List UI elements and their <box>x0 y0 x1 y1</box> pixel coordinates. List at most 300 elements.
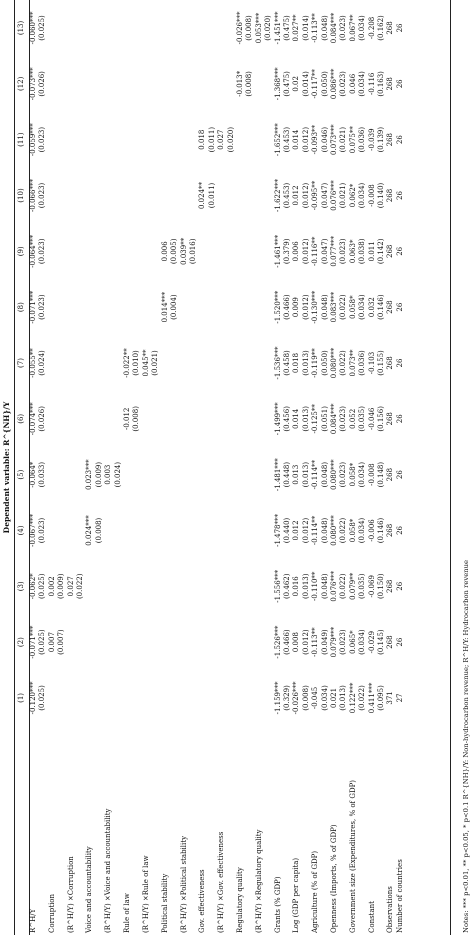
table-cell <box>95 614 104 670</box>
table-cell <box>255 279 264 335</box>
table-cell: 26 <box>395 79 404 89</box>
table-cell <box>208 56 217 112</box>
table-row <box>198 0 207 935</box>
table-cell <box>85 279 94 335</box>
table-cell: 268 <box>386 300 395 314</box>
row-label <box>151 726 160 935</box>
table-cell <box>95 558 104 614</box>
table-cell <box>95 0 104 56</box>
table-cell: 0.079** <box>348 572 357 600</box>
table-cell <box>104 168 113 224</box>
table-cell <box>161 558 170 614</box>
table-cell <box>85 335 94 391</box>
table-cell <box>132 223 141 279</box>
table-cell: (0.009) <box>57 573 66 600</box>
table-cell: 26 <box>395 302 404 312</box>
table-cell <box>255 168 264 224</box>
row-label <box>283 726 292 935</box>
table-cell <box>123 447 132 503</box>
table-cell <box>67 503 76 559</box>
table-row <box>85 0 94 935</box>
table-cell: 0.411*** <box>367 682 376 714</box>
table-cell <box>151 0 160 56</box>
table-cell <box>245 279 254 335</box>
table-cell: 0.011 <box>367 241 376 262</box>
table-cell: (0.139) <box>377 126 386 153</box>
table-cell: (0.012) <box>301 517 310 544</box>
table-cell: -0.116** <box>311 236 320 267</box>
table-cell: (0.034) <box>358 294 367 320</box>
table-row <box>302 0 311 935</box>
table-cell <box>208 0 217 56</box>
table-cell <box>67 335 76 391</box>
table-cell: -0.029 <box>367 630 376 654</box>
table-cell <box>189 279 198 335</box>
table-cell: -1.461*** <box>273 234 282 268</box>
table-cell <box>132 279 141 335</box>
table-cell: 0.032 <box>367 297 376 318</box>
table-cell <box>48 335 57 391</box>
table-cell <box>76 335 85 391</box>
table-cell: (0.022) <box>76 573 85 600</box>
table-cell <box>95 112 104 168</box>
table-cell <box>245 112 254 168</box>
table-row <box>236 0 245 935</box>
table-cell <box>85 558 94 614</box>
table-cell: (0.162) <box>377 15 386 41</box>
table-cell: (0.148) <box>377 461 386 488</box>
table-cell <box>48 0 57 56</box>
table-cell <box>161 335 170 391</box>
table-cell <box>227 503 236 559</box>
table-row <box>245 0 254 935</box>
table-cell: 0.006 <box>160 241 169 262</box>
table-cell <box>170 0 179 56</box>
table-cell <box>123 503 132 559</box>
table-cell: 0.073** <box>348 349 357 377</box>
table-cell <box>48 168 57 224</box>
table-row <box>217 0 226 935</box>
table-cell <box>170 56 179 112</box>
table-cell <box>217 614 226 670</box>
table-cell: (0.095) <box>377 685 386 711</box>
table-cell <box>151 56 160 112</box>
table-cell <box>208 391 217 447</box>
table-cell: -0.074*** <box>29 402 37 436</box>
column-header: (1) <box>17 692 25 703</box>
table-cell <box>198 558 207 614</box>
table-cell: (0.453) <box>282 126 291 153</box>
table-cell <box>189 168 198 224</box>
table-row <box>67 0 76 935</box>
table-cell <box>114 614 123 670</box>
table-cell: (0.023) <box>339 406 348 432</box>
table-cell: (0.012) <box>301 126 310 153</box>
table-cell: (0.475) <box>282 15 291 41</box>
row-label <box>95 726 104 935</box>
table-cell <box>217 168 226 224</box>
table-cell: (0.142) <box>377 238 386 265</box>
table-cell: -1.622*** <box>273 179 282 212</box>
table-cell: (0.150) <box>377 573 386 600</box>
top-rule <box>14 0 15 935</box>
table-cell: -0.060*** <box>29 11 37 45</box>
table-cell: (0.025) <box>38 573 47 600</box>
table-cell: 0.122*** <box>348 682 357 714</box>
table-cell <box>123 0 132 56</box>
table-row <box>377 0 386 935</box>
table-cell: (0.034) <box>358 629 367 655</box>
table-cell <box>95 56 104 112</box>
row-label: (R^H/Y) ×Rule of law <box>141 855 150 933</box>
table-cell: 26 <box>395 470 404 480</box>
table-row <box>57 0 66 935</box>
table-cell: -0.059*** <box>29 123 37 157</box>
table-cell <box>57 223 66 279</box>
table-cell <box>180 670 189 726</box>
table-cell <box>95 335 104 391</box>
table-cell <box>151 558 160 614</box>
table-cell: (0.008) <box>245 15 254 41</box>
table-cell <box>264 56 273 112</box>
table-cell <box>264 614 273 670</box>
table-cell <box>85 56 94 112</box>
table-cell: (0.025) <box>38 685 47 711</box>
table-cell: 268 <box>386 132 395 147</box>
table-cell <box>123 56 132 112</box>
table-cell: (0.012) <box>301 182 310 209</box>
table-cell: (0.448) <box>282 461 291 488</box>
table-cell: (0.456) <box>282 406 291 432</box>
table-cell <box>236 558 245 614</box>
column-header: (5) <box>17 469 25 480</box>
stub-header <box>17 726 29 935</box>
table-cell: (0.023) <box>38 294 47 320</box>
table-cell: -1.481*** <box>273 458 282 492</box>
table-cell: 268 <box>386 21 395 35</box>
table-cell: (0.024) <box>38 350 47 376</box>
table-cell <box>170 447 179 503</box>
table-cell <box>170 391 179 447</box>
table-cell <box>236 168 245 224</box>
table-cell: (0.021) <box>339 182 348 209</box>
table-cell: -1.499*** <box>273 402 282 436</box>
table-cell <box>255 670 264 726</box>
table-cell: 26 <box>395 246 404 256</box>
table-cell: (0.048) <box>320 15 329 41</box>
table-cell <box>114 335 123 391</box>
table-cell: (0.466) <box>282 629 291 655</box>
table-cell: (0.005) <box>170 238 179 265</box>
row-label <box>321 726 330 935</box>
table-cell: -0.071*** <box>29 290 37 324</box>
table-cell <box>151 168 160 224</box>
table-row <box>189 0 198 935</box>
table-cell <box>95 223 104 279</box>
table-cell <box>264 391 273 447</box>
table-cell <box>57 670 66 726</box>
table-cell <box>217 279 226 335</box>
row-label: Corruption <box>47 893 56 933</box>
row-label: Rule of law <box>123 893 132 933</box>
table-cell: (0.013) <box>301 461 310 488</box>
table-cell <box>255 558 264 614</box>
table-cell: (0.004) <box>170 294 179 320</box>
table-cell <box>189 112 198 168</box>
table-cell <box>67 112 76 168</box>
table-cell <box>198 503 207 559</box>
table-cell <box>198 447 207 503</box>
table-cell <box>95 670 104 726</box>
table-cell: (0.038) <box>358 238 367 265</box>
row-label <box>57 726 66 935</box>
table-cell: (0.475) <box>282 71 291 97</box>
column-header: (4) <box>17 525 25 536</box>
row-label: Constant <box>367 901 376 933</box>
table-cell: (0.023) <box>339 629 348 655</box>
table-row <box>255 0 264 935</box>
table-cell <box>189 56 198 112</box>
table-cell <box>104 670 113 726</box>
table-cell <box>85 391 94 447</box>
table-cell: (0.020) <box>264 15 273 41</box>
table-cell <box>217 223 226 279</box>
table-cell: -0.026*** <box>235 11 244 45</box>
row-label: Voice and accountability <box>85 846 94 933</box>
table-cell: (0.458) <box>282 350 291 376</box>
table-cell: (0.146) <box>377 517 386 544</box>
table-cell: (0.016) <box>188 238 197 265</box>
table-cell <box>255 447 264 503</box>
table-row <box>339 0 348 935</box>
table-cell: (0.023) <box>38 182 47 209</box>
table-cell <box>76 56 85 112</box>
table-cell <box>132 168 141 224</box>
table-cell <box>76 112 85 168</box>
table-cell <box>142 447 151 503</box>
table-cell <box>161 670 170 726</box>
table-cell <box>227 279 236 335</box>
table-row <box>151 0 160 935</box>
table-cell: -0.006 <box>367 519 376 542</box>
table-cell: (0.047) <box>320 238 329 265</box>
table-cell: -1.556*** <box>273 569 282 603</box>
table-row <box>283 0 292 935</box>
table-cell: (0.379) <box>282 238 291 265</box>
table-row <box>264 0 273 935</box>
table-cell: (0.013) <box>301 573 310 600</box>
row-label: (R^H/Y) ×Political stability <box>179 835 188 933</box>
table-row <box>104 0 113 935</box>
table-cell <box>227 168 236 224</box>
table-cell <box>264 168 273 224</box>
table-cell: (0.021) <box>339 126 348 153</box>
table-cell: 0.075** <box>348 126 357 154</box>
table-cell: 0.002 <box>47 576 56 597</box>
table-cell <box>227 56 236 112</box>
table-cell: (0.163) <box>377 71 386 97</box>
table-cell <box>245 558 254 614</box>
table-cell: (0.022) <box>358 685 367 711</box>
table-cell <box>161 0 170 56</box>
table-row <box>29 0 38 935</box>
table-cell: (0.008) <box>132 406 141 432</box>
row-label <box>358 726 367 935</box>
column-header: (11) <box>17 132 25 147</box>
table-cell: (0.020) <box>226 126 235 153</box>
table-cell <box>151 503 160 559</box>
table-cell: (0.013) <box>301 350 310 376</box>
table-cell: 0.045** <box>141 349 150 377</box>
table-cell: (0.014) <box>301 15 310 41</box>
table-cell: (0.453) <box>282 182 291 209</box>
table-cell <box>198 0 207 56</box>
table-cell: 0.058* <box>348 462 357 487</box>
table-cell: (0.156) <box>377 406 386 432</box>
table-cell <box>208 447 217 503</box>
table-cell: (0.034) <box>358 517 367 544</box>
table-cell <box>123 279 132 335</box>
table-cell: (0.013) <box>339 685 348 711</box>
table-cell: (0.036) <box>358 350 367 376</box>
table-cell <box>104 56 113 112</box>
table-cell: (0.011) <box>207 126 216 153</box>
table-cell: -0.012 <box>123 407 132 431</box>
table-row <box>386 0 395 935</box>
table-cell <box>67 56 76 112</box>
table-cell: 26 <box>395 23 404 33</box>
table-cell <box>208 558 217 614</box>
table-cell <box>180 168 189 224</box>
table-cell <box>104 279 113 335</box>
table-cell: (0.048) <box>320 573 329 600</box>
table-cell: (0.025) <box>38 15 47 41</box>
table-cell <box>189 614 198 670</box>
table-cell <box>142 112 151 168</box>
table-cell <box>67 223 76 279</box>
table-cell: 0.014 <box>292 408 301 429</box>
table-cell: (0.047) <box>320 182 329 209</box>
table-cell: 0.016 <box>292 576 301 597</box>
table-cell <box>198 223 207 279</box>
table-cell: -0.130*** <box>311 290 320 324</box>
table-cell: -0.114** <box>311 459 320 490</box>
row-label <box>170 726 179 935</box>
table-cell: (0.013) <box>301 406 310 432</box>
table-cell: 0.062* <box>348 183 357 208</box>
table-row <box>396 0 405 935</box>
table-cell <box>104 223 113 279</box>
table-cell: -0.114** <box>311 515 320 546</box>
table-cell: -1.526*** <box>273 625 282 659</box>
table-cell <box>170 558 179 614</box>
table-cell: 26 <box>395 581 404 591</box>
table-cell <box>142 56 151 112</box>
table-notes: Notes: *** p<0.01, ** p<0.05, * p<0.1 R^{NH}/Y: Non-hydrocarbon revenue; R^H/Y: Hydrocarbon revenue <box>462 559 470 933</box>
table-cell: (0.025) <box>38 629 47 655</box>
table-cell <box>114 670 123 726</box>
table-cell <box>264 558 273 614</box>
table-cell <box>198 279 207 335</box>
table-cell <box>123 168 132 224</box>
table-cell <box>189 0 198 56</box>
table-cell <box>142 391 151 447</box>
table-cell <box>85 0 94 56</box>
table-cell: 0.076*** <box>330 571 338 602</box>
table-cell: (0.462) <box>282 573 291 600</box>
table-cell <box>236 670 245 726</box>
column-header: (10) <box>17 188 25 203</box>
table-cell <box>189 335 198 391</box>
column-header: (13) <box>17 20 25 36</box>
table-cell: -1.520*** <box>273 290 282 324</box>
table-cell <box>189 447 198 503</box>
table-cell <box>151 447 160 503</box>
table-cell <box>217 0 226 56</box>
table-cell <box>57 56 66 112</box>
table-cell: -1.368*** <box>273 67 282 101</box>
row-label <box>114 726 123 935</box>
table-cell <box>180 335 189 391</box>
table-cell <box>67 0 76 56</box>
table-cell: (0.024) <box>113 461 122 488</box>
table-cell: 0.076*** <box>330 180 338 211</box>
table-cell <box>227 223 236 279</box>
row-label: Log (GDP per capita) <box>292 857 301 933</box>
table-cell <box>236 112 245 168</box>
row-label: Government size (Expenditures, % of GDP) <box>348 779 357 933</box>
table-cell <box>85 614 94 670</box>
table-cell: 0.021 <box>330 687 338 708</box>
table-cell: 0.024** <box>198 181 207 210</box>
table-cell: -0.117** <box>311 69 320 99</box>
table-cell: (0.466) <box>282 294 291 320</box>
table-cell <box>255 56 264 112</box>
column-header: (2) <box>17 637 25 648</box>
table-cell: 268 <box>386 635 395 649</box>
table-cell <box>67 279 76 335</box>
table-cell <box>161 56 170 112</box>
table-cell <box>245 335 254 391</box>
table-cell: (0.009) <box>94 461 103 488</box>
table-cell: (0.034) <box>358 71 367 97</box>
table-cell <box>48 112 57 168</box>
table-cell <box>236 614 245 670</box>
table-cell: -0.064* <box>29 461 37 488</box>
table-row <box>114 0 123 935</box>
table-cell: 26 <box>395 191 404 200</box>
table-cell: (0.048) <box>320 517 329 544</box>
row-label: (R^H/Y) ×Voice and accountability <box>104 808 113 933</box>
table-cell: -0.067*** <box>29 514 37 547</box>
table-cell: -0.055** <box>29 348 37 378</box>
table-cell: (0.036) <box>358 126 367 153</box>
table-cell <box>170 335 179 391</box>
table-cell: (0.026) <box>38 71 47 97</box>
table-cell <box>198 670 207 726</box>
table-cell: (0.026) <box>38 406 47 432</box>
table-cell: 0.012 <box>292 185 301 206</box>
row-label <box>302 726 311 935</box>
table-cell: 0.084*** <box>330 403 338 435</box>
table-cell <box>255 614 264 670</box>
table-cell: 0.008 <box>292 632 301 653</box>
table-cell <box>245 391 254 447</box>
dependent-variable-caption: Dependent variable: R^{NH}/Y <box>2 401 11 534</box>
table-cell <box>132 112 141 168</box>
table-cell: -0.113** <box>311 13 320 43</box>
table-cell: 0.007 <box>47 632 56 653</box>
